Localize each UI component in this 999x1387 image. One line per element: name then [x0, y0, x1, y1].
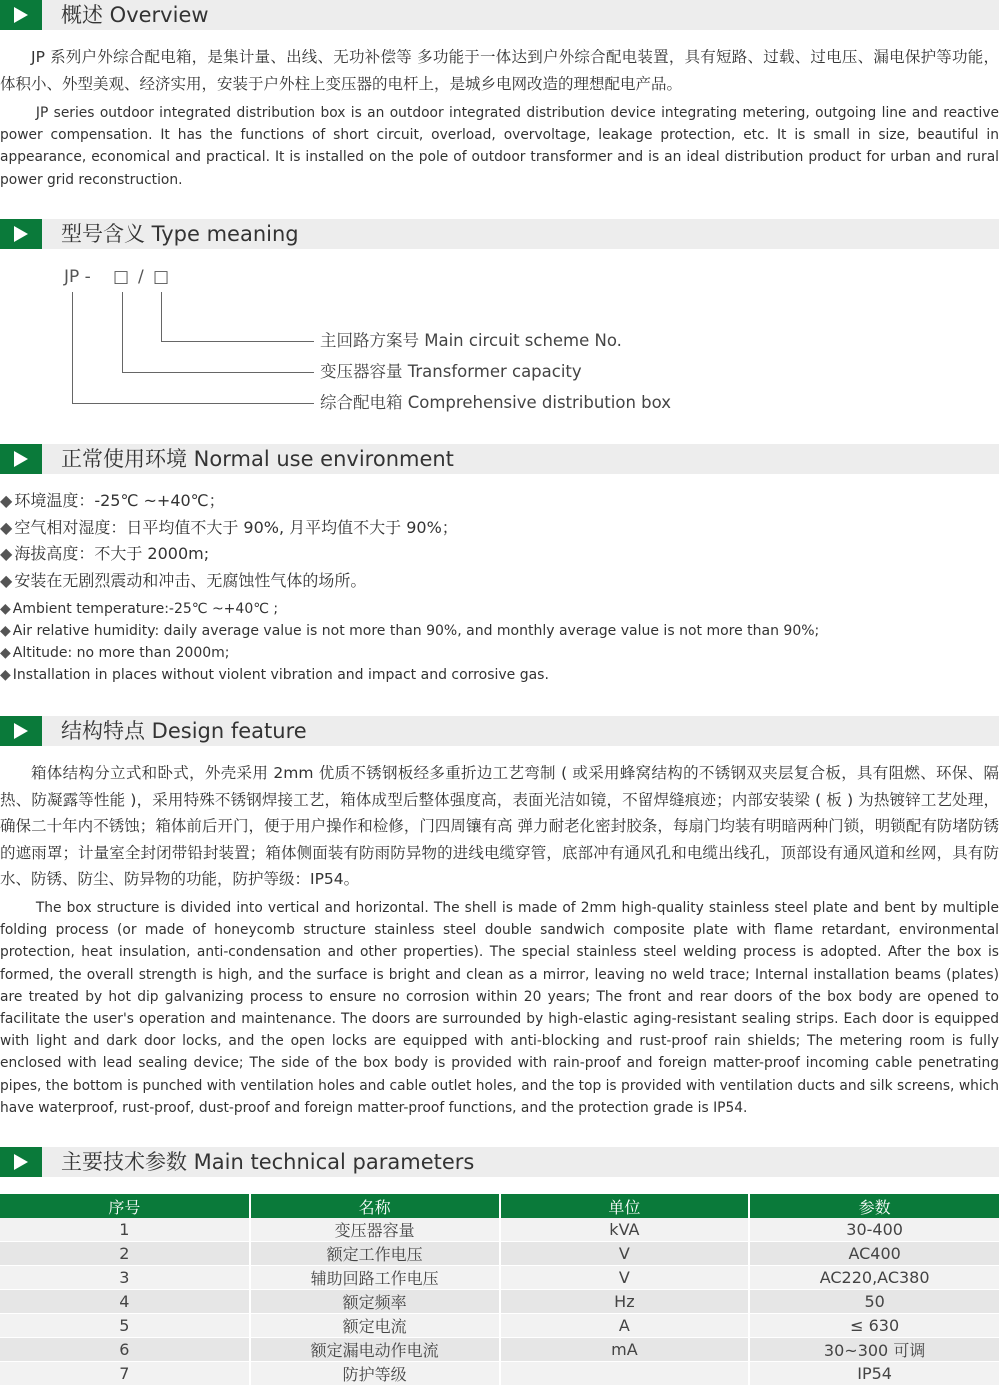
list-item: ◆ 环境温度：-25℃ ~+40℃； — [0, 491, 225, 510]
connector-line — [72, 403, 314, 404]
type-label-scheme: 主回路方案号 Main circuit scheme No. — [320, 331, 622, 350]
table-row — [0, 1218, 999, 1242]
table-row — [0, 1266, 999, 1290]
table-cell: 额定漏电动作电流 — [250, 1338, 500, 1362]
list-item: ◆ Air relative humidity: daily average value is not more than 90%, and monthly average value is not more than 90%; — [0, 623, 820, 639]
diamond-bullet-icon: ◆ — [0, 667, 11, 683]
table-cell: mA — [500, 1338, 750, 1362]
list-item: ◆ Altitude: no more than 2000m; — [0, 645, 230, 661]
table-row — [0, 1290, 999, 1314]
play-triangle-icon — [0, 444, 42, 474]
design-cn-text: 箱体结构分立式和卧式，外壳采用 2mm 优质不锈钢板经多重折边工艺弯制 ( 或采用蜂窝结构的不锈钢双夹层复合板，具有阻燃、环保、隔热、防凝露等性能 )，采用特殊不锈钢焊接工艺，箱体成型后整体强度高，表面光洁如镜，不留焊缝痕迹；内部安装梁 ( 板 ) 为热镀锌工艺处理，确保二十年内不锈蚀；箱体前后开门，便于用户操作和检修，门四周镶有高 弹力耐老化密封胶条，每扇门均装有明暗两种门锁，明锁配有防堵防锈的遮雨罩；计量室全封闭带铅封装置；箱体侧面装有防雨防异物的进线电缆穿管，底部冲有通风孔和电缆出线孔，顶部设有通风道和丝网，具有防水、防锈、防尘、防异物的功能，防护等级：IP54。 — [0, 764, 999, 888]
section-header-params — [0, 1147, 999, 1177]
play-triangle-icon — [0, 219, 42, 249]
table-cell: 额定电流 — [250, 1314, 500, 1338]
table-cell: 额定频率 — [250, 1290, 500, 1314]
diamond-bullet-icon: ◆ — [0, 544, 13, 563]
table-cell: 变压器容量 — [250, 1218, 500, 1242]
diamond-bullet-icon: ◆ — [0, 517, 13, 537]
section-title: 型号含义 Type meaning — [61, 222, 299, 246]
params-table — [0, 1194, 999, 1386]
section-header-design — [0, 716, 999, 746]
table-cell: V — [500, 1266, 750, 1290]
table-cell: 50 — [749, 1290, 999, 1314]
type-code-prefix: JP - — [64, 267, 91, 287]
table-cell: ≤ 630 — [749, 1314, 999, 1338]
list-item: ◆ Installation in places without violent vibration and impact and corrosive gas. — [0, 667, 549, 683]
table-cell: AC400 — [749, 1242, 999, 1266]
type-code-box-capacity: □ — [113, 267, 130, 287]
environment-en-list — [0, 598, 999, 686]
column-header: 序号 — [0, 1194, 250, 1218]
table-row — [0, 1338, 999, 1362]
section-title: 正常使用环境 Normal use environment — [61, 447, 454, 471]
table-cell: 4 — [0, 1290, 250, 1314]
table-cell: 7 — [0, 1362, 250, 1386]
table-cell: 30-400 — [749, 1218, 999, 1242]
diamond-bullet-icon: ◆ — [0, 601, 11, 617]
table-cell — [500, 1362, 750, 1386]
diamond-bullet-icon: ◆ — [0, 645, 11, 661]
section-header-overview — [0, 0, 999, 30]
design-en-text: The box structure is divided into vertical and horizontal. The shell is made of 2mm high-quality stainless steel plate and bent by multiple folding process (or made of honeycomb structure stainless steel double sandwich composite plate with flame retardant, environmental protection, heat insulation, anti-condensation and other properties). The special stainless steel welding process is adopted. After the box is formed, the overall strength is high, and the surface is bright and clean as a mirror, leaving no weld trace; Internal installation beams (plates) are treated by hot dip galvanizing process to ensure no corrosion within 20 years; The front and rear doors of the box body are opened to facilitate the user's operation and maintenance. The doors are surrounded by high-elastic aging-resistant sealing strips. Each door is equipped with light and dark door locks, and the open locks are equipped with anti-blocking and rust-proof rain shields; The metering room is fully enclosed with lead sealing device; The side of the box body is provided with rain-proof and foreign matter-proof incoming cable penetrating pipes, the bottom is punched with ventilation holes and cable outlet holes, and the top is provided with ventilation ducts and silk screens, which have waterproof, rust-proof, dust-proof and foreign matter-proof functions, and the protection grade is IP54. — [0, 900, 999, 1116]
table-cell: 5 — [0, 1314, 250, 1338]
column-header: 单位 — [500, 1194, 750, 1218]
column-header: 参数 — [749, 1194, 999, 1218]
overview-en-text: JP series outdoor integrated distribution box is an outdoor integrated distribution device integrating metering, outgoing line and reactive power compensation. It has the functions of short circuit, overload, overvoltage, leakage protection, etc. It is small in size, beautiful in appearance, economical and practical. It is installed on the pole of outdoor transformer and is an ideal distribution product for urban and rural power grid reconstruction. — [0, 105, 999, 188]
connector-line — [161, 341, 314, 342]
environment-cn-list — [0, 488, 999, 594]
table-row — [0, 1242, 999, 1266]
play-triangle-icon — [0, 716, 42, 746]
diamond-bullet-icon: ◆ — [0, 491, 13, 510]
section-title: 结构特点 Design feature — [61, 719, 307, 743]
diamond-bullet-icon: ◆ — [0, 570, 13, 590]
section-title: 概述 Overview — [61, 3, 209, 27]
overview-cn-text: JP 系列户外综合配电箱，是集计量、出线、无功补偿等 多功能于一体达到户外综合配电装置，具有短路、过载、过电压、漏电保护等功能，体积小、外型美观、经济实用，安装于户外柱上变压器的电杆上，是城乡电网改造的理想配电产品。 — [0, 48, 999, 93]
column-header: 名称 — [250, 1194, 500, 1218]
list-item: ◆ Ambient temperature:-25℃ ~+40℃ ; — [0, 601, 279, 617]
table-cell: 30~300 可调 — [749, 1338, 999, 1362]
connector-line — [72, 292, 73, 403]
table-cell: 防护等级 — [250, 1362, 500, 1386]
table-cell: 2 — [0, 1242, 250, 1266]
table-cell: 3 — [0, 1266, 250, 1290]
list-item: ◆ 空气相对湿度：日平均值不大于 90%, 月平均值不大于 90%； — [0, 517, 458, 537]
play-triangle-icon — [0, 1147, 42, 1177]
type-code-box-scheme: □ — [153, 267, 170, 287]
section-title: 主要技术参数 Main technical parameters — [61, 1150, 475, 1174]
table-cell: kVA — [500, 1218, 750, 1242]
section-header-environment — [0, 444, 999, 474]
diamond-bullet-icon: ◆ — [0, 623, 11, 639]
list-item: ◆ 海拔高度：不大于 2000m; — [0, 544, 210, 563]
connector-line — [122, 372, 314, 373]
table-row — [0, 1314, 999, 1338]
connector-line — [122, 292, 123, 372]
connector-line — [161, 292, 162, 341]
type-label-box: 综合配电箱 Comprehensive distribution box — [320, 393, 671, 412]
table-cell: Hz — [500, 1290, 750, 1314]
table-cell: 1 — [0, 1218, 250, 1242]
type-code-slash: / — [138, 267, 144, 287]
table-row — [0, 1362, 999, 1386]
table-cell: V — [500, 1242, 750, 1266]
table-cell: 辅助回路工作电压 — [250, 1266, 500, 1290]
table-header-row — [0, 1194, 999, 1218]
table-cell: 6 — [0, 1338, 250, 1362]
table-cell: A — [500, 1314, 750, 1338]
table-cell: 额定工作电压 — [250, 1242, 500, 1266]
section-header-type-meaning — [0, 219, 999, 249]
table-cell: IP54 — [749, 1362, 999, 1386]
play-triangle-icon — [0, 0, 42, 30]
list-item: ◆ 安装在无剧烈震动和冲击、无腐蚀性气体的场所。 — [0, 570, 367, 590]
type-label-capacity: 变压器容量 Transformer capacity — [320, 362, 582, 381]
table-cell: AC220,AC380 — [749, 1266, 999, 1290]
